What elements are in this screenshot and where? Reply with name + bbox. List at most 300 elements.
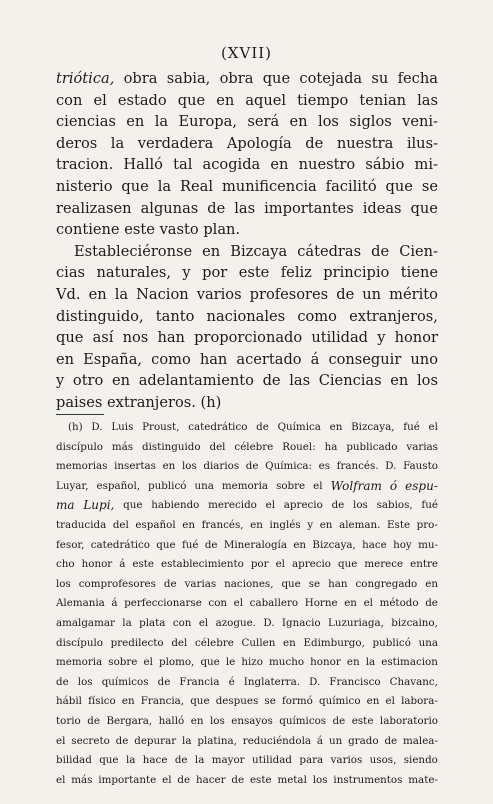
word: que	[410, 199, 438, 217]
word: formó	[281, 695, 313, 708]
word: aprecio	[291, 558, 331, 571]
word: habiendo	[151, 499, 200, 512]
word: la	[114, 285, 129, 303]
word: verdadera	[137, 134, 214, 152]
word: que	[385, 177, 413, 195]
footnote-line	[56, 418, 438, 438]
word: establecimiento	[161, 558, 244, 571]
word: que	[156, 538, 176, 551]
word: célebre	[234, 440, 274, 453]
word: que	[338, 558, 358, 571]
word: el	[428, 421, 438, 433]
word: el	[265, 499, 276, 512]
word: laboratorio	[379, 714, 438, 727]
word: hábil	[56, 695, 82, 708]
word: de	[384, 734, 398, 747]
word: el	[162, 773, 172, 786]
word: de	[87, 714, 100, 727]
text-line	[56, 327, 438, 349]
word: han	[157, 329, 185, 347]
word: ilus-	[406, 134, 438, 152]
word: la	[110, 134, 125, 152]
word: en	[425, 577, 438, 590]
footnote-line	[56, 594, 438, 614]
word: merecido	[208, 499, 257, 512]
word: nisterio	[56, 177, 113, 195]
word: Lupi,	[83, 498, 115, 513]
word: se	[308, 577, 321, 590]
word: de	[56, 675, 69, 688]
word: así	[92, 329, 114, 347]
word: mu-	[418, 538, 438, 551]
word: por	[202, 264, 228, 282]
word: de	[332, 714, 346, 727]
word: aquel	[245, 91, 287, 109]
word: D.	[309, 675, 321, 688]
word: triótica,	[56, 70, 115, 87]
word: á	[119, 558, 126, 571]
word: Apología	[226, 134, 292, 152]
word: de	[425, 597, 438, 610]
word: profesores	[249, 285, 329, 303]
word: labora-	[401, 695, 438, 708]
word: Luis	[111, 421, 134, 433]
word: varios	[330, 754, 363, 767]
word: Vd.	[56, 285, 81, 303]
word: se	[421, 177, 438, 195]
word: de	[336, 285, 355, 303]
word: de	[177, 773, 191, 786]
word: D.	[385, 460, 397, 473]
word: en	[319, 518, 333, 531]
text-line	[56, 370, 438, 392]
text-line	[56, 392, 438, 414]
word: y	[307, 518, 314, 531]
footnote-line	[56, 732, 438, 752]
word: nuestra	[336, 134, 394, 152]
word: (h)	[200, 393, 222, 411]
word: traducida	[56, 518, 107, 531]
word: importantes	[264, 199, 354, 217]
word: bilidad	[56, 754, 92, 767]
word: Bizcaya	[230, 242, 288, 260]
footnote-line	[56, 751, 438, 771]
footnote-line	[56, 575, 438, 595]
word: de	[371, 242, 390, 260]
word: francés.	[336, 460, 379, 473]
word: y	[377, 329, 386, 347]
word: que	[56, 329, 84, 347]
word: los	[353, 499, 368, 512]
word: la	[157, 177, 172, 195]
word: fecha	[397, 70, 438, 87]
footnote-block	[56, 418, 438, 790]
word: Europa,	[178, 113, 237, 131]
word: Horne	[304, 597, 338, 610]
word: Cien-	[399, 242, 438, 260]
word: el	[233, 597, 244, 610]
word: en	[329, 421, 343, 433]
word: secreto	[71, 734, 110, 747]
word: el	[56, 773, 66, 786]
word: en	[216, 91, 235, 109]
word: depurar	[134, 734, 177, 747]
word: de	[157, 675, 171, 688]
word: en	[250, 518, 263, 531]
word: los	[416, 372, 438, 390]
word: como	[297, 307, 337, 325]
word: químico	[318, 695, 361, 708]
word: cias	[56, 264, 86, 282]
word: de	[262, 372, 281, 390]
text-line	[56, 154, 438, 176]
word: con	[56, 91, 83, 109]
word: Rouel:	[282, 440, 316, 453]
word: principio	[323, 264, 390, 282]
word: ensayos	[231, 714, 273, 727]
word: realizasen	[56, 199, 132, 217]
word: este	[249, 773, 272, 786]
word: proporcionado	[194, 329, 303, 347]
word: insertas	[114, 460, 156, 473]
word: en	[56, 350, 75, 368]
word: extranjeros,	[349, 307, 438, 325]
word: espu-	[405, 478, 438, 493]
word: español,	[96, 479, 141, 492]
word: los	[181, 460, 197, 473]
word: este	[132, 558, 154, 571]
word: tracion.	[56, 156, 114, 174]
footnote-line	[56, 438, 438, 458]
word: mi-	[414, 156, 438, 174]
footnote-line	[56, 496, 438, 516]
word: discípulo	[56, 440, 103, 453]
word: torio	[56, 714, 81, 727]
word: siglos	[349, 113, 392, 131]
word: sobre	[108, 656, 138, 669]
word: Luzuriaga,	[328, 616, 384, 629]
word: catedrático	[90, 538, 150, 551]
footnote-line	[56, 477, 438, 497]
word: la	[154, 113, 169, 131]
word: Luyar,	[56, 479, 89, 492]
word: veni-	[402, 113, 438, 131]
word: mate-	[408, 773, 438, 786]
word: su	[371, 70, 389, 87]
word: el	[143, 656, 153, 669]
word: publicó	[148, 479, 187, 492]
word: en	[344, 597, 357, 610]
text-line	[56, 219, 438, 241]
word: de	[256, 421, 269, 433]
word: hace	[142, 754, 168, 767]
word: uno	[410, 350, 438, 368]
footnote-line	[56, 555, 438, 575]
word: el	[363, 597, 373, 610]
word: este	[238, 264, 270, 282]
word: plomo,	[159, 656, 195, 669]
word: publicado	[346, 440, 398, 453]
word: obra	[219, 70, 254, 87]
word: nos	[122, 329, 149, 347]
text-line	[56, 262, 438, 284]
word: honor	[394, 329, 438, 347]
word: este	[351, 714, 374, 727]
word: comprofesores	[78, 577, 156, 590]
word: España,	[83, 350, 143, 368]
word: y	[56, 372, 65, 390]
word: Edimburgo,	[303, 636, 365, 649]
word: Bergara,	[106, 714, 153, 727]
word: grado	[348, 734, 379, 747]
word: la	[122, 616, 132, 629]
word: los	[312, 773, 328, 786]
word: Francia,	[140, 695, 185, 708]
word: Bizcaya,	[312, 538, 356, 551]
word: ideas	[362, 199, 402, 217]
word: memoria	[221, 479, 269, 492]
word: tiene	[400, 264, 438, 282]
word: Real	[180, 177, 214, 195]
word: en	[111, 372, 131, 390]
word: del	[171, 636, 188, 649]
word: Ignacio	[281, 616, 321, 629]
word: nuestro	[298, 156, 356, 174]
word: sobre	[276, 479, 306, 492]
word: en	[126, 113, 145, 131]
word: Cullen	[241, 636, 276, 649]
word: varias	[184, 577, 217, 590]
word: el	[198, 616, 209, 629]
word: que	[177, 91, 206, 109]
word: adelantamiento	[138, 372, 254, 390]
text-line	[56, 133, 438, 155]
word: malea-	[403, 734, 438, 747]
word: que	[123, 499, 143, 512]
word: D.	[91, 421, 103, 433]
word: Bizcaya,	[351, 421, 395, 433]
word: feliz	[280, 264, 312, 282]
word: congregado	[355, 577, 418, 590]
word: honor	[310, 656, 341, 669]
word: mérito	[389, 285, 438, 303]
word: tiempo	[297, 91, 349, 109]
word: merece	[364, 558, 404, 571]
word: D.	[263, 616, 275, 629]
word: método	[379, 597, 419, 610]
word: entre	[410, 558, 438, 571]
word: en	[182, 518, 195, 531]
word: que	[281, 577, 301, 590]
word: en	[88, 285, 107, 303]
word: han	[328, 577, 348, 590]
word: memoria	[56, 656, 103, 669]
word: sabia,	[166, 70, 211, 87]
word: más	[71, 773, 93, 786]
word: en	[346, 656, 360, 669]
word: Francisco	[329, 675, 381, 688]
word: estimacion	[381, 656, 438, 669]
word: platina,	[197, 734, 237, 747]
word: caballero	[249, 597, 299, 610]
word: Francia	[179, 675, 220, 688]
word: la	[182, 734, 192, 747]
word: ma	[56, 498, 75, 513]
word: tal	[173, 156, 193, 174]
word: de	[207, 199, 226, 217]
word: bizcaino,	[391, 616, 438, 629]
word: é	[228, 675, 235, 688]
text-line	[56, 198, 438, 220]
word: extranjeros.	[107, 393, 196, 411]
word: á	[316, 734, 324, 747]
word: Química	[277, 421, 321, 433]
word: plata	[139, 616, 166, 629]
word: fesor,	[56, 538, 85, 551]
word: de	[115, 734, 129, 747]
word: acertado	[236, 350, 302, 368]
word: un	[362, 285, 382, 303]
text-line	[56, 349, 438, 371]
footnote-line	[56, 771, 438, 791]
word: predilecto	[110, 636, 164, 649]
word: honor	[81, 558, 113, 571]
word: de	[204, 538, 218, 551]
word: de	[305, 134, 324, 152]
word: Halló	[123, 156, 163, 174]
word: ó	[389, 478, 398, 493]
word: hacer	[195, 773, 226, 786]
word: del	[112, 518, 129, 531]
word: naciones,	[224, 577, 274, 590]
word: mucho	[269, 656, 305, 669]
word: en	[366, 695, 380, 708]
word: naturales,	[96, 264, 171, 282]
word: Este	[387, 518, 411, 531]
word: importante	[98, 773, 157, 786]
word: la	[365, 656, 376, 669]
word: será	[247, 113, 280, 131]
word: de	[245, 460, 259, 473]
word: químicos	[279, 714, 327, 727]
word: que	[121, 177, 149, 195]
word: cotejada	[299, 70, 363, 87]
word: Química:	[265, 460, 312, 473]
word: en	[293, 538, 307, 551]
word: las	[289, 372, 311, 390]
word: como	[151, 350, 191, 368]
text-line	[56, 176, 438, 198]
word: instrumentos	[333, 773, 403, 786]
word: hizo	[241, 656, 263, 669]
word: plan.	[203, 221, 241, 239]
word: Inglaterra.	[243, 675, 300, 688]
word: aleman.	[339, 518, 381, 531]
word: Nacion	[136, 285, 189, 303]
footnote-line	[56, 673, 438, 693]
word: algunas	[140, 199, 199, 217]
word: publicó	[372, 636, 411, 649]
word: de	[174, 754, 188, 767]
word: Estableciéronse	[74, 242, 193, 260]
footnote-line	[56, 653, 438, 673]
word: despues	[215, 695, 259, 708]
word: azogue.	[215, 616, 256, 629]
word: fué	[181, 538, 199, 551]
footnote-divider	[56, 414, 104, 415]
word: cho	[56, 558, 75, 571]
word: ha	[324, 440, 338, 453]
word: en	[121, 695, 135, 708]
word: con	[172, 616, 192, 629]
word: las	[417, 91, 438, 109]
word: amalgamar	[56, 616, 115, 629]
word: que	[190, 695, 210, 708]
word: en	[390, 372, 409, 390]
word: deros	[56, 134, 98, 152]
word: en	[270, 156, 289, 174]
word: en	[190, 714, 204, 727]
word: físico	[88, 695, 116, 708]
word: contiene	[56, 221, 120, 239]
word: los	[209, 714, 225, 727]
footnote-line	[56, 457, 438, 477]
footnote-line	[56, 692, 438, 712]
word: tenian	[359, 91, 407, 109]
word: los	[317, 113, 339, 131]
word: discípulo	[56, 636, 103, 649]
word: y	[182, 264, 191, 282]
text-line	[56, 68, 438, 90]
word: usos,	[369, 754, 397, 767]
footnote-line	[56, 614, 438, 634]
word: reduciéndola	[242, 734, 312, 747]
footnote-line	[56, 536, 438, 556]
main-text-block	[56, 68, 438, 414]
word: fué	[421, 499, 438, 512]
word: este	[124, 221, 155, 239]
word: hace	[362, 538, 387, 551]
word: con	[208, 597, 228, 610]
word: las	[234, 199, 256, 217]
word: metal	[277, 773, 307, 786]
word: para	[299, 754, 324, 767]
word: químicos	[101, 675, 149, 688]
word: han	[199, 350, 228, 368]
word: perfeccionarse	[124, 597, 202, 610]
word: sabios,	[376, 499, 413, 512]
word: el	[385, 695, 395, 708]
word: aprecio	[283, 499, 323, 512]
word: español	[135, 518, 176, 531]
word: otro	[72, 372, 104, 390]
word: en	[202, 242, 221, 260]
word: por	[250, 558, 269, 571]
word: siendo	[403, 754, 438, 767]
word: pro-	[416, 518, 438, 531]
word: más	[111, 440, 134, 453]
word: sábio	[365, 156, 405, 174]
word: el	[93, 91, 107, 109]
word: una	[418, 636, 438, 649]
word: francés,	[201, 518, 244, 531]
word: Proust,	[142, 421, 180, 433]
word: ciencias	[56, 113, 116, 131]
text-line	[56, 284, 438, 306]
word: se	[264, 695, 276, 708]
word: la	[194, 754, 205, 767]
word: que	[200, 656, 220, 669]
